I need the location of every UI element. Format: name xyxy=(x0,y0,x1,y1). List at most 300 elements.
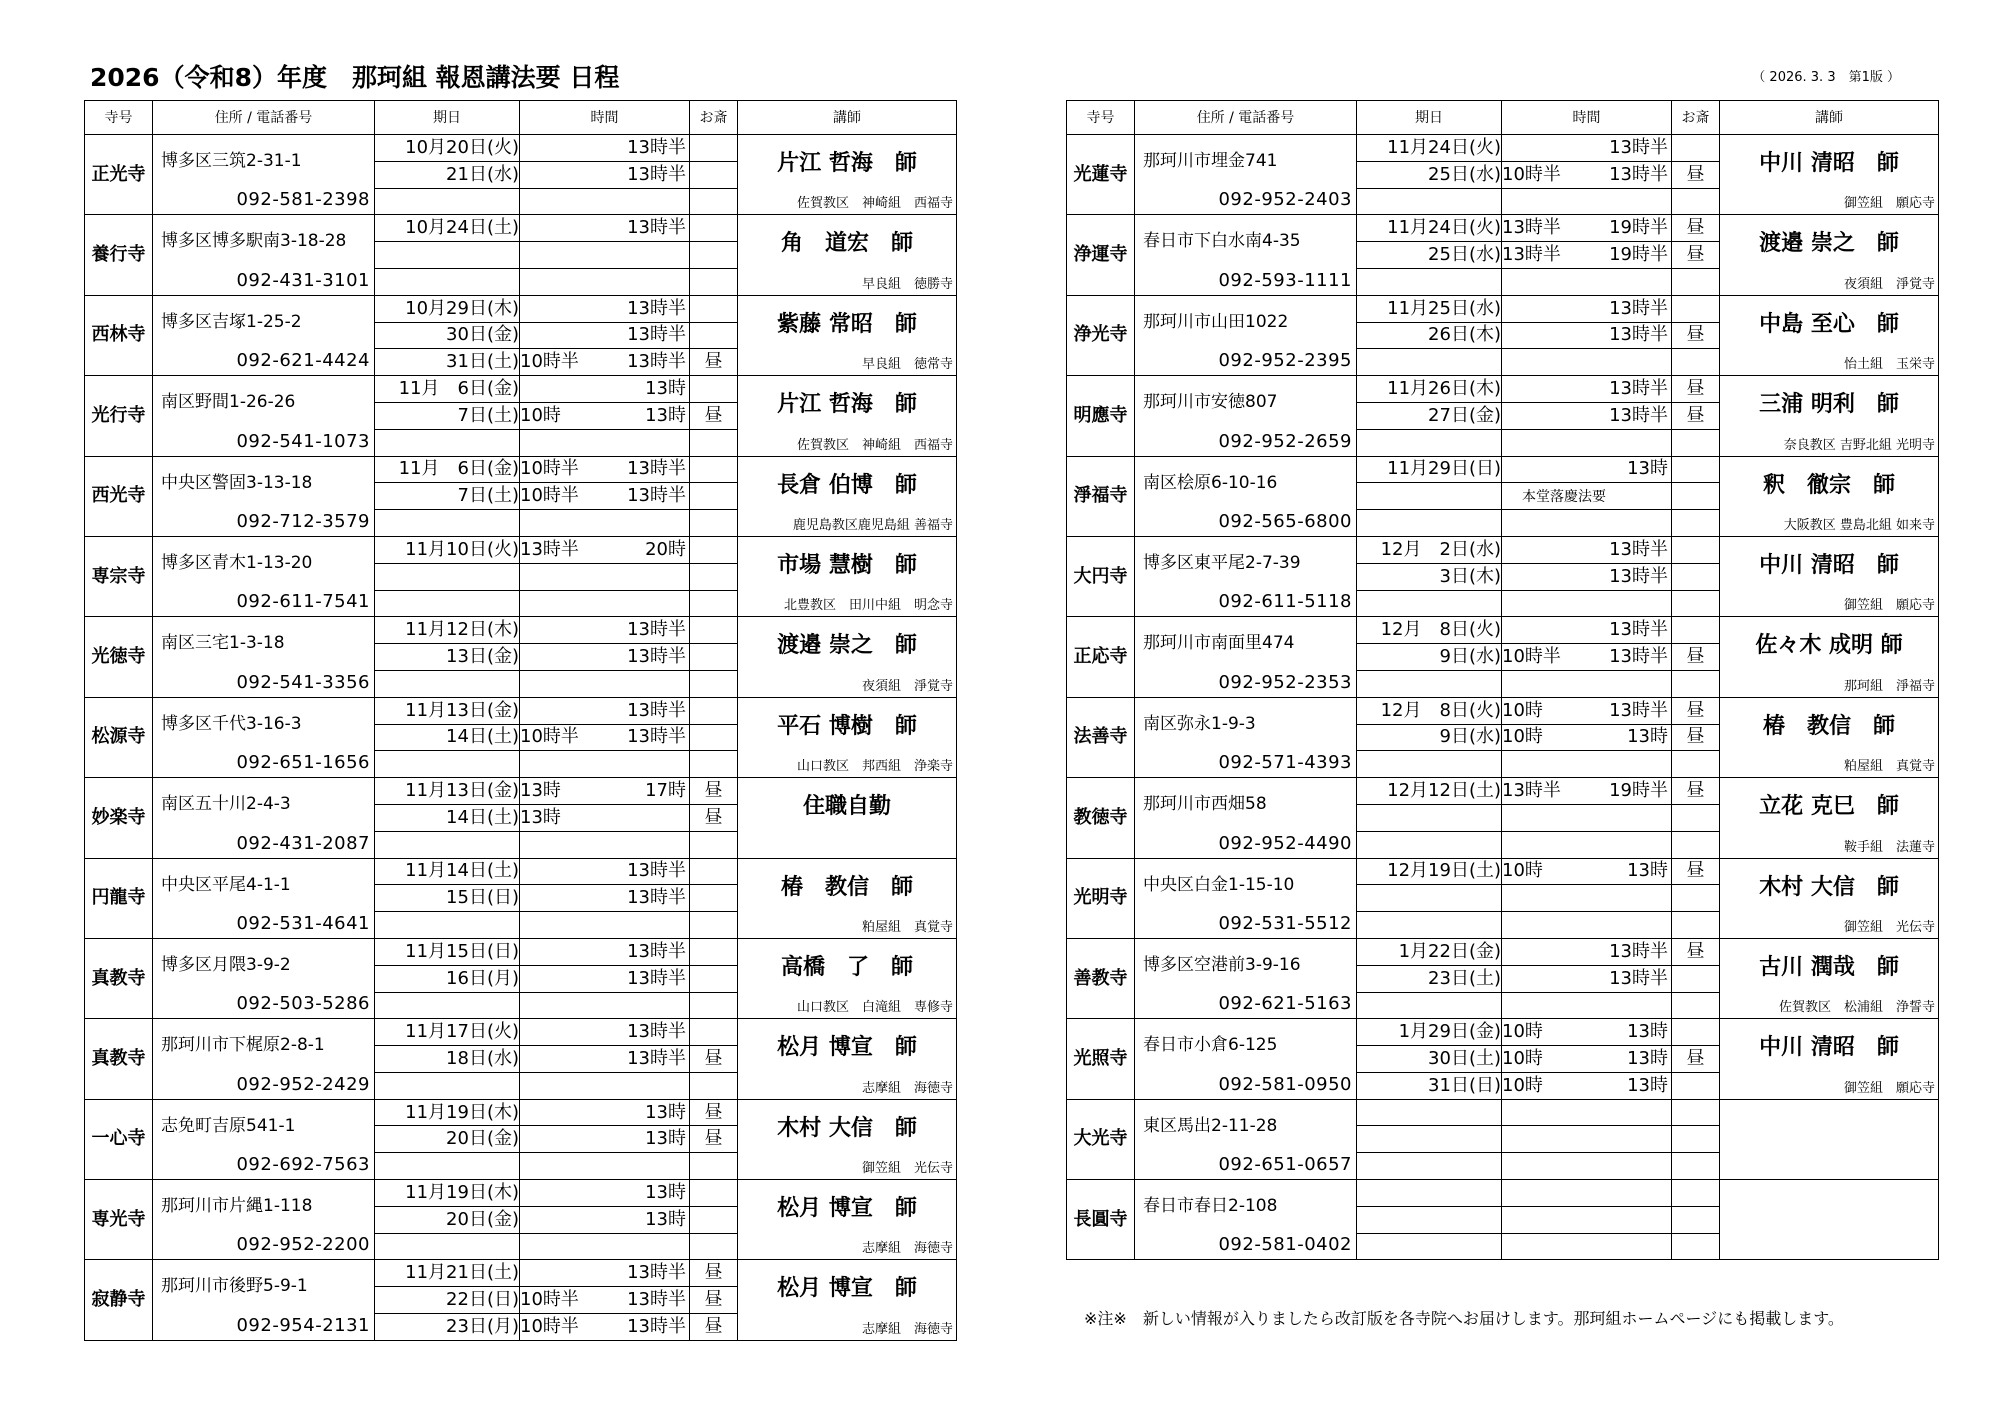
address-cell xyxy=(1135,215,1357,295)
lecturer-affiliation: 御笠組 光伝寺 xyxy=(861,1161,953,1177)
table-row xyxy=(85,376,957,403)
time-main: 13時半 xyxy=(627,136,686,158)
date-cell: 14日(土) xyxy=(375,804,520,831)
table-row xyxy=(1067,215,1939,242)
meal-cell xyxy=(690,1180,738,1207)
date-cell xyxy=(375,188,520,215)
meal-cell xyxy=(690,536,738,563)
lecturer-affiliation: 志摩組 海徳寺 xyxy=(861,1241,953,1257)
date-cell: 11月17日(火) xyxy=(375,1019,520,1046)
time-main: 13時半 xyxy=(627,163,686,185)
lecturer-affiliation: 奈良教区 吉野北組 光明寺 xyxy=(1783,437,1935,453)
time-start: 13時半 xyxy=(1502,217,1561,239)
lecturer-affiliation: 志摩組 海徳寺 xyxy=(861,1321,953,1337)
address-text: 志免町吉原541-1 xyxy=(161,1115,296,1136)
time-start: 10時半 xyxy=(520,1289,579,1311)
lecturer-affiliation: 山口教区 白滝組 専修寺 xyxy=(796,1000,953,1016)
address-text: 那珂川市下梶原2-8-1 xyxy=(161,1035,325,1056)
time-main: 13時半 xyxy=(627,1047,686,1069)
address-cell xyxy=(153,295,375,375)
meal-cell xyxy=(690,670,738,697)
time-cell xyxy=(520,885,690,912)
lecturer-cell xyxy=(738,295,957,375)
lecturer-affiliation: 志摩組 海徳寺 xyxy=(861,1080,953,1096)
date-cell: 12月19日(土) xyxy=(1357,858,1502,885)
date-cell: 26日(木) xyxy=(1357,322,1502,349)
date-cell: 10月29日(木) xyxy=(375,295,520,322)
time-cell xyxy=(1502,1072,1672,1099)
meal-cell xyxy=(690,751,738,778)
date-cell: 11月13日(金) xyxy=(375,778,520,805)
time-cell xyxy=(1502,1019,1672,1046)
date-cell: 23日(土) xyxy=(1357,965,1502,992)
time-cell xyxy=(1502,590,1672,617)
lecturer-cell xyxy=(738,376,957,456)
temple-name: 光行寺 xyxy=(85,376,153,456)
meal-cell xyxy=(690,1019,738,1046)
time-cell xyxy=(520,215,690,242)
lecturer-cell xyxy=(1720,215,1939,295)
address-text: 博多区吉塚1-25-2 xyxy=(161,311,302,332)
meal-cell xyxy=(1672,483,1720,510)
phone-number: 092-712-3579 xyxy=(236,510,370,532)
temple-name: 浄光寺 xyxy=(1067,295,1135,375)
lecturer-name: 市場 慧樹 師 xyxy=(777,552,917,578)
date-cell xyxy=(1357,510,1502,537)
lecturer-cell xyxy=(1720,778,1939,858)
table-row xyxy=(1067,1019,1939,1046)
lecturer-affiliation: 御笠組 光伝寺 xyxy=(1843,919,1935,935)
address-text: 春日市小倉6-125 xyxy=(1143,1035,1278,1056)
address-cell xyxy=(153,135,375,215)
address-cell xyxy=(1135,617,1357,697)
date-cell xyxy=(1357,483,1502,510)
meal-cell xyxy=(1672,1072,1720,1099)
meal-cell xyxy=(1672,456,1720,483)
address-text: 博多区空港前3-9-16 xyxy=(1143,954,1301,975)
address-text: 南区桧原6-10-16 xyxy=(1143,472,1278,493)
meal-cell xyxy=(690,135,738,162)
time-cell xyxy=(1502,644,1672,671)
time-start: 10時 xyxy=(520,404,561,426)
time-cell xyxy=(520,912,690,939)
table-row xyxy=(1067,135,1939,162)
date-cell: 27日(金) xyxy=(1357,402,1502,429)
meal-cell xyxy=(690,1206,738,1233)
lecturer-cell xyxy=(738,697,957,777)
temple-name: 西林寺 xyxy=(85,295,153,375)
meal-cell xyxy=(1672,1153,1720,1180)
lecturer-name: 松月 博宣 師 xyxy=(777,1035,917,1061)
address-cell xyxy=(1135,1099,1357,1179)
time-main: 13時半 xyxy=(1609,378,1668,400)
meal-cell xyxy=(1672,885,1720,912)
phone-number: 092-952-2200 xyxy=(236,1234,370,1256)
time-cell xyxy=(1502,724,1672,751)
time-main: 20時 xyxy=(645,538,686,560)
time-cell xyxy=(520,456,690,483)
time-main: 13時半 xyxy=(627,458,686,480)
address-text: 南区三宅1-3-18 xyxy=(161,633,285,654)
meal-cell: 昼 xyxy=(1672,242,1720,269)
meal-cell xyxy=(690,912,738,939)
table-row xyxy=(85,295,957,322)
time-cell xyxy=(1502,483,1672,510)
table-row xyxy=(85,617,957,644)
time-main: 13時 xyxy=(645,378,686,400)
time-cell xyxy=(520,1314,690,1341)
temple-name: 光明寺 xyxy=(1067,858,1135,938)
table-row xyxy=(85,1260,957,1287)
lecturer-name: 中川 清昭 師 xyxy=(1759,151,1899,176)
header-lecturer: 講師 xyxy=(738,101,957,135)
time-start: 10時半 xyxy=(520,458,579,480)
date-cell: 15日(日) xyxy=(375,885,520,912)
meal-cell: 昼 xyxy=(690,402,738,429)
date-cell xyxy=(1357,831,1502,858)
date-cell xyxy=(1357,912,1502,939)
table-row xyxy=(1067,938,1939,965)
temple-name: 大円寺 xyxy=(1067,536,1135,616)
time-cell xyxy=(1502,349,1672,376)
date-cell: 25日(水) xyxy=(1357,161,1502,188)
meal-cell: 昼 xyxy=(690,1287,738,1314)
date-cell: 12月12日(土) xyxy=(1357,778,1502,805)
time-cell xyxy=(1502,1046,1672,1073)
time-cell xyxy=(520,1126,690,1153)
meal-cell xyxy=(1672,349,1720,376)
date-cell: 30日(金) xyxy=(375,322,520,349)
time-cell xyxy=(520,483,690,510)
lecturer-name: 椿 教信 師 xyxy=(780,874,913,900)
phone-number: 092-611-5118 xyxy=(1218,591,1352,613)
address-cell xyxy=(1135,376,1357,456)
time-start: 10時 xyxy=(1502,860,1543,882)
date-cell: 11月21日(土) xyxy=(375,1260,520,1287)
time-cell xyxy=(1502,751,1672,778)
time-main: 13時 xyxy=(1627,860,1668,882)
meal-cell: 昼 xyxy=(690,804,738,831)
time-cell xyxy=(1502,1126,1672,1153)
time-cell xyxy=(520,751,690,778)
meal-cell xyxy=(1672,268,1720,295)
meal-cell xyxy=(690,483,738,510)
time-main: 13時半 xyxy=(627,351,686,373)
phone-number: 092-593-1111 xyxy=(1218,269,1352,291)
address-cell xyxy=(153,1099,375,1179)
lecturer-affiliation: 粕屋組 真覚寺 xyxy=(1843,759,1935,775)
temple-name: 西光寺 xyxy=(85,456,153,536)
meal-cell xyxy=(1672,670,1720,697)
temple-name: 教徳寺 xyxy=(1067,778,1135,858)
time-main: 13時半 xyxy=(627,297,686,319)
table-row xyxy=(1067,1099,1939,1126)
date-cell: 12月 8日(火) xyxy=(1357,617,1502,644)
date-cell: 11月19日(木) xyxy=(375,1180,520,1207)
temple-name: 寂静寺 xyxy=(85,1260,153,1340)
temple-name: 真教寺 xyxy=(85,1019,153,1099)
meal-cell xyxy=(690,510,738,537)
date-cell: 31日(日) xyxy=(1357,1072,1502,1099)
meal-cell xyxy=(690,992,738,1019)
time-cell xyxy=(1502,376,1672,403)
header-time: 時間 xyxy=(1502,101,1672,135)
date-cell: 3日(木) xyxy=(1357,563,1502,590)
time-start: 10時半 xyxy=(520,485,579,507)
lecturer-affiliation: 粕屋組 真覚寺 xyxy=(861,919,953,935)
phone-number: 092-581-0950 xyxy=(1218,1073,1352,1095)
lecturer-affiliation: 佐賀教区 神崎組 西福寺 xyxy=(796,437,953,453)
lecturer-cell xyxy=(1720,858,1939,938)
meal-cell: 昼 xyxy=(690,349,738,376)
time-start: 10時半 xyxy=(1502,646,1561,668)
time-cell xyxy=(1502,965,1672,992)
time-cell xyxy=(1502,242,1672,269)
time-main: 13時半 xyxy=(627,619,686,641)
temple-name: 専光寺 xyxy=(85,1180,153,1260)
lecturer-cell xyxy=(1720,135,1939,215)
date-cell xyxy=(1357,1206,1502,1233)
address-text: 那珂川市後野5-9-1 xyxy=(161,1276,308,1297)
time-cell xyxy=(520,536,690,563)
table-row xyxy=(85,536,957,563)
lecturer-cell xyxy=(738,536,957,616)
time-main: 13時半 xyxy=(627,967,686,989)
meal-cell xyxy=(1672,1099,1720,1126)
meal-cell xyxy=(690,242,738,269)
time-main: 13時半 xyxy=(627,860,686,882)
header-time: 時間 xyxy=(520,101,690,135)
time-main: 13時半 xyxy=(1609,967,1668,989)
address-cell xyxy=(1135,1180,1357,1260)
time-cell xyxy=(520,295,690,322)
date-cell: 18日(水) xyxy=(375,1046,520,1073)
time-cell xyxy=(1502,938,1672,965)
temple-name: 淨福寺 xyxy=(1067,456,1135,536)
date-cell xyxy=(1357,1153,1502,1180)
meal-cell xyxy=(690,376,738,403)
date-cell: 11月10日(火) xyxy=(375,536,520,563)
meal-cell xyxy=(690,456,738,483)
date-cell: 11月25日(水) xyxy=(1357,295,1502,322)
temple-name: 光蓮寺 xyxy=(1067,135,1135,215)
lecturer-cell xyxy=(1720,456,1939,536)
header-date: 期日 xyxy=(375,101,520,135)
address-cell xyxy=(1135,456,1357,536)
phone-number: 092-503-5286 xyxy=(236,993,370,1015)
address-text: 博多区博多駅南3-18-28 xyxy=(161,231,347,252)
address-cell xyxy=(153,1260,375,1340)
time-main: 13時半 xyxy=(1609,565,1668,587)
meal-cell: 昼 xyxy=(690,1314,738,1341)
date-cell xyxy=(375,1153,520,1180)
lecturer-name: 片江 哲海 師 xyxy=(777,392,917,418)
header-address: 住所 / 電話番号 xyxy=(153,101,375,135)
meal-cell xyxy=(690,938,738,965)
table-row xyxy=(1067,697,1939,724)
address-cell xyxy=(153,1019,375,1099)
time-cell xyxy=(520,376,690,403)
address-cell xyxy=(1135,858,1357,938)
phone-number: 092-581-0402 xyxy=(1218,1234,1352,1256)
lecturer-affiliation: 御笠組 願応寺 xyxy=(1843,598,1935,614)
phone-number: 092-952-2429 xyxy=(236,1073,370,1095)
date-cell xyxy=(375,429,520,456)
date-cell: 12月 2日(水) xyxy=(1357,536,1502,563)
time-cell xyxy=(1502,322,1672,349)
time-main: 13時半 xyxy=(627,1262,686,1284)
date-cell xyxy=(375,992,520,1019)
address-cell xyxy=(153,1180,375,1260)
address-cell xyxy=(1135,536,1357,616)
date-cell xyxy=(375,242,520,269)
table-row xyxy=(1067,858,1939,885)
time-cell xyxy=(1502,1180,1672,1207)
time-main: 13時半 xyxy=(627,485,686,507)
header-temple: 寺号 xyxy=(85,101,153,135)
time-cell xyxy=(520,161,690,188)
lecturer-cell xyxy=(1720,1099,1939,1179)
address-text: 那珂川市安徳807 xyxy=(1143,392,1278,413)
lecturer-affiliation: 御笠組 願応寺 xyxy=(1843,1080,1935,1096)
time-cell xyxy=(1502,778,1672,805)
lecturer-name: 古川 潤哉 師 xyxy=(1759,954,1899,980)
date-cell: 7日(土) xyxy=(375,402,520,429)
temple-name: 真教寺 xyxy=(85,938,153,1018)
date-cell xyxy=(375,510,520,537)
time-cell xyxy=(520,1099,690,1126)
meal-cell: 昼 xyxy=(1672,644,1720,671)
date-cell: 22日(日) xyxy=(375,1287,520,1314)
phone-number: 092-431-2087 xyxy=(236,832,370,854)
table-row xyxy=(85,456,957,483)
table-row xyxy=(1067,778,1939,805)
date-cell xyxy=(1357,268,1502,295)
time-cell xyxy=(520,778,690,805)
date-cell xyxy=(1357,1099,1502,1126)
time-cell xyxy=(520,1072,690,1099)
time-main: 13時半 xyxy=(627,887,686,909)
time-start: 10時半 xyxy=(520,1315,579,1337)
lecturer-cell xyxy=(738,1099,957,1179)
date-cell: 1月22日(金) xyxy=(1357,938,1502,965)
date-cell: 11月 6日(金) xyxy=(375,376,520,403)
time-cell xyxy=(520,1180,690,1207)
date-cell: 11月24日(火) xyxy=(1357,135,1502,162)
time-cell xyxy=(520,617,690,644)
lecturer-cell xyxy=(1720,536,1939,616)
meal-cell xyxy=(1672,617,1720,644)
lecturer-affiliation: 山口教区 邦西組 浄楽寺 xyxy=(796,759,953,775)
lecturer-cell xyxy=(738,617,957,697)
footer-note: ※注※ 新しい情報が入りましたら改訂版を各寺院へお届けします。那珂組ホームページにも掲載します。 xyxy=(1084,1309,1844,1328)
meal-cell xyxy=(690,1153,738,1180)
temple-name: 光照寺 xyxy=(1067,1019,1135,1099)
date-cell: 11月12日(木) xyxy=(375,617,520,644)
date-cell: 11月29日(日) xyxy=(1357,456,1502,483)
header-meal: お斎 xyxy=(1672,101,1720,135)
lecturer-cell xyxy=(738,1019,957,1099)
address-cell xyxy=(153,536,375,616)
time-cell xyxy=(1502,536,1672,563)
table-row xyxy=(1067,456,1939,483)
phone-number: 092-692-7563 xyxy=(236,1154,370,1176)
phone-number: 092-651-0657 xyxy=(1218,1154,1352,1176)
address-text: 博多区三筑2-31-1 xyxy=(161,151,302,171)
time-main: 13時半 xyxy=(627,1021,686,1043)
lecturer-name: 佐々木 成明 師 xyxy=(1755,633,1903,659)
table-row xyxy=(85,938,957,965)
meal-cell xyxy=(1672,1126,1720,1153)
time-cell xyxy=(1502,456,1672,483)
time-main: 13時半 xyxy=(1609,136,1668,158)
time-cell xyxy=(1502,885,1672,912)
time-cell xyxy=(1502,215,1672,242)
time-cell xyxy=(520,938,690,965)
date-cell xyxy=(375,590,520,617)
temple-name: 養行寺 xyxy=(85,215,153,295)
table-row xyxy=(85,1099,957,1126)
meal-cell: 昼 xyxy=(690,1099,738,1126)
meal-cell: 昼 xyxy=(690,1046,738,1073)
time-cell xyxy=(520,135,690,162)
address-cell xyxy=(153,778,375,858)
time-cell xyxy=(1502,697,1672,724)
meal-cell xyxy=(690,563,738,590)
date-cell: 11月14日(土) xyxy=(375,858,520,885)
time-cell xyxy=(1502,429,1672,456)
time-main: 13時半 xyxy=(1609,619,1668,641)
temple-name: 長圓寺 xyxy=(1067,1180,1135,1260)
time-start: 10時半 xyxy=(520,726,579,748)
time-main: 13時半 xyxy=(627,1315,686,1337)
lecturer-affiliation: 早良組 徳常寺 xyxy=(861,357,953,373)
meal-cell xyxy=(1672,992,1720,1019)
temple-name: 大光寺 xyxy=(1067,1099,1135,1179)
date-cell xyxy=(1357,590,1502,617)
lecturer-name: 松月 博宣 師 xyxy=(777,1276,917,1302)
date-cell: 11月19日(木) xyxy=(375,1099,520,1126)
meal-cell: 昼 xyxy=(1672,1046,1720,1073)
lecturer-name: 長倉 伯博 師 xyxy=(777,472,917,498)
schedule-table-left xyxy=(84,100,957,1341)
meal-cell: 昼 xyxy=(1672,724,1720,751)
time-main: 13時半 xyxy=(1609,324,1668,346)
time-cell xyxy=(520,242,690,269)
time-cell xyxy=(520,858,690,885)
meal-cell xyxy=(1672,188,1720,215)
address-cell xyxy=(1135,135,1357,215)
table-row xyxy=(1067,376,1939,403)
table-row xyxy=(1067,1180,1939,1207)
temple-name: 法善寺 xyxy=(1067,697,1135,777)
date-cell: 10月24日(土) xyxy=(375,215,520,242)
address-cell xyxy=(153,456,375,536)
date-cell xyxy=(1357,751,1502,778)
meal-cell: 昼 xyxy=(690,1260,738,1287)
meal-cell xyxy=(1672,295,1720,322)
lecturer-name: 紫藤 常昭 師 xyxy=(777,311,917,337)
time-cell xyxy=(1502,135,1672,162)
time-main: 13時半 xyxy=(1609,646,1668,668)
time-cell xyxy=(1502,161,1672,188)
address-text: 南区弥永1-9-3 xyxy=(1143,713,1256,734)
lecturer-cell xyxy=(1720,295,1939,375)
phone-number: 092-952-4490 xyxy=(1218,832,1352,854)
meal-cell xyxy=(690,724,738,751)
date-cell: 11月13日(金) xyxy=(375,697,520,724)
address-text: 那珂川市片縄1-118 xyxy=(161,1196,313,1217)
